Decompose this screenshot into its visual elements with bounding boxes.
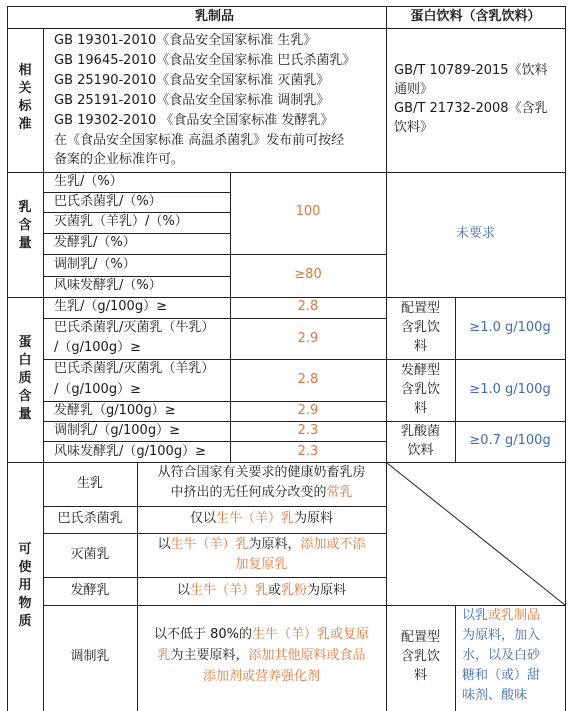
drink-type-label: 料 xyxy=(413,339,427,354)
material-raw-milk-line2 xyxy=(137,484,386,502)
drink-type-label: 饮料 xyxy=(407,443,434,458)
material-raw-milk-line1: 从符合国家有关要求的健康奶畜乳房 xyxy=(157,465,366,480)
protein-value: 2.8 xyxy=(297,299,319,314)
section-label-milk-content: 乳含量 xyxy=(18,200,32,251)
drink-milk-not-required: 未要求 xyxy=(455,226,495,241)
protein-value: 2.9 xyxy=(297,403,319,418)
protein-value: 2.3 xyxy=(297,423,319,438)
material-modified-line3: 添加剂或营养强化剂 xyxy=(202,669,320,684)
material-highlight: 或乳制品 xyxy=(488,608,541,623)
drink-material-line5: 味剂、酸味 xyxy=(462,688,528,703)
drink-standard-line: 通则》 xyxy=(394,82,434,97)
drink-protein-value: ≥1.0 g/100g xyxy=(469,382,551,397)
standard-item: GB 19302-2010 《食品安全国家标准 发酵乳》 xyxy=(54,113,334,128)
material-highlight: 生牛（羊）乳或复原 xyxy=(252,627,370,642)
material-modified-line1 xyxy=(137,626,386,644)
protein-row-label: 巴氏杀菌乳/灭菌乳（牛乳） xyxy=(54,320,215,335)
material-highlight: 常乳 xyxy=(326,485,353,500)
material-text: 为原料 xyxy=(294,511,334,526)
material-text: 以 xyxy=(157,537,171,552)
milk-row-label: 调制乳/（%） xyxy=(54,257,136,272)
milk-row-label: 灭菌乳（羊乳）/（%） xyxy=(54,214,188,229)
material-text: 以 xyxy=(176,583,190,598)
drink-type-label: 发酵型 xyxy=(400,363,440,378)
drink-type-label: 料 xyxy=(413,401,427,416)
protein-row-label: /（g/100g）≥ xyxy=(54,382,141,397)
drink-type-label: 含乳饮 xyxy=(400,649,440,664)
milk-row-label: 巴氏杀菌乳/（%） xyxy=(54,194,162,209)
drink-material-line4: 糖和（或）甜 xyxy=(462,668,541,683)
material-highlight: 生牛（羊）乳 xyxy=(170,537,249,552)
material-highlight: 生牛（羊）乳 xyxy=(215,511,294,526)
drink-standard-line: GB/T 21732-2008《含乳 xyxy=(394,101,548,116)
section-label-materials: 可使用物质 xyxy=(18,542,32,629)
material-text: 为原料 xyxy=(307,583,347,598)
material-sterilized-line1 xyxy=(137,536,386,554)
drink-protein-value: ≥1.0 g/100g xyxy=(469,320,551,335)
drink-type-label: 乳酸菌 xyxy=(400,424,440,439)
drink-type-label: 含乳饮 xyxy=(400,382,440,397)
material-highlight: 乳粉 xyxy=(281,583,308,598)
drink-standard-line: 饮料》 xyxy=(394,120,434,135)
material-text: 以不低于 80%的 xyxy=(153,627,252,642)
protein-value: 2.3 xyxy=(297,444,319,459)
drink-material-line1 xyxy=(462,607,540,625)
drink-material-line2: 为原料，加入 xyxy=(462,628,541,643)
drink-type-label: 料 xyxy=(413,668,427,683)
protein-row-label: 风味发酵乳/（g/100g）≥ xyxy=(54,444,206,459)
protein-value: 2.9 xyxy=(297,331,319,346)
material-text: 为主要原料， xyxy=(170,648,249,663)
section-label-standards: 相关标准 xyxy=(18,63,32,132)
standard-note: 在《食品安全国家标准 高温杀菌乳》发布前可按经 xyxy=(54,133,345,148)
milk-row-label: 风味发酵乳/（%） xyxy=(54,278,162,293)
protein-row-label: 调制乳/（g/100g）≥ xyxy=(54,423,180,438)
protein-row-label: 巴氏杀菌乳/灭菌乳（羊乳） xyxy=(54,361,215,376)
material-label-pasteurized: 巴氏杀菌乳 xyxy=(57,511,123,526)
material-text: 或 xyxy=(267,583,281,598)
material-highlight: 添加或不添 xyxy=(300,537,366,552)
drink-type-label: 配置型 xyxy=(400,630,440,645)
standard-item: GB 25191-2010《食品安全国家标准 调制乳》 xyxy=(54,93,330,108)
protein-row-label: 发酵乳（g/100g）≥ xyxy=(54,403,176,418)
material-label-fermented: 发酵乳 xyxy=(70,583,110,598)
drink-material-line3: 水，以及白砂 xyxy=(462,648,541,663)
milk-value-80: ≥80 xyxy=(294,267,322,282)
material-label-raw-milk: 生乳 xyxy=(76,476,103,491)
material-highlight: 乳 xyxy=(157,648,171,663)
protein-row-label: /（g/100g）≥ xyxy=(54,340,141,355)
standard-item: GB 19301-2010《食品安全国家标准 生乳》 xyxy=(54,33,317,48)
standard-item: GB 19645-2010《食品安全国家标准 巴氏杀菌乳》 xyxy=(54,53,356,68)
header-dairy: 乳制品 xyxy=(194,9,234,24)
milk-value-100: 100 xyxy=(295,204,321,219)
milk-row-label: 发酵乳/（%） xyxy=(54,235,136,250)
material-text: 中挤出的无任何成分改变的 xyxy=(170,485,327,500)
standard-note: 备案的企业标准许可。 xyxy=(54,152,185,167)
section-label-protein-content: 蛋白质含量 xyxy=(18,335,32,422)
material-highlight: 添加其他原料或食品 xyxy=(248,648,366,663)
material-highlight: 生牛（羊）乳 xyxy=(189,583,268,598)
material-text: 为原料， xyxy=(248,537,301,552)
drink-protein-value: ≥0.7 g/100g xyxy=(469,433,551,448)
material-label-sterilized: 灭菌乳 xyxy=(70,547,110,562)
protein-row-label: 生乳/（g/100g）≥ xyxy=(54,299,167,314)
protein-value: 2.8 xyxy=(297,372,319,387)
material-label-modified: 调制乳 xyxy=(70,649,110,664)
material-fermented-desc xyxy=(137,582,386,600)
drink-type-label: 含乳饮 xyxy=(400,320,440,335)
material-text: 以乳 xyxy=(462,608,489,623)
material-pasteurized-desc xyxy=(137,510,386,528)
drink-type-label: 配置型 xyxy=(400,301,440,316)
drink-standard-line: GB/T 10789-2015《饮料 xyxy=(394,63,548,78)
header-protein-drink: 蛋白饮料（含乳饮料） xyxy=(410,9,541,24)
material-text: 仅以 xyxy=(189,511,216,526)
material-modified-line2 xyxy=(137,647,386,665)
milk-row-label: 生乳/（%） xyxy=(54,174,123,189)
standard-item: GB 25190-2010《食品安全国家标准 灭菌乳》 xyxy=(54,73,330,88)
material-sterilized-line2: 加复原乳 xyxy=(235,557,288,572)
